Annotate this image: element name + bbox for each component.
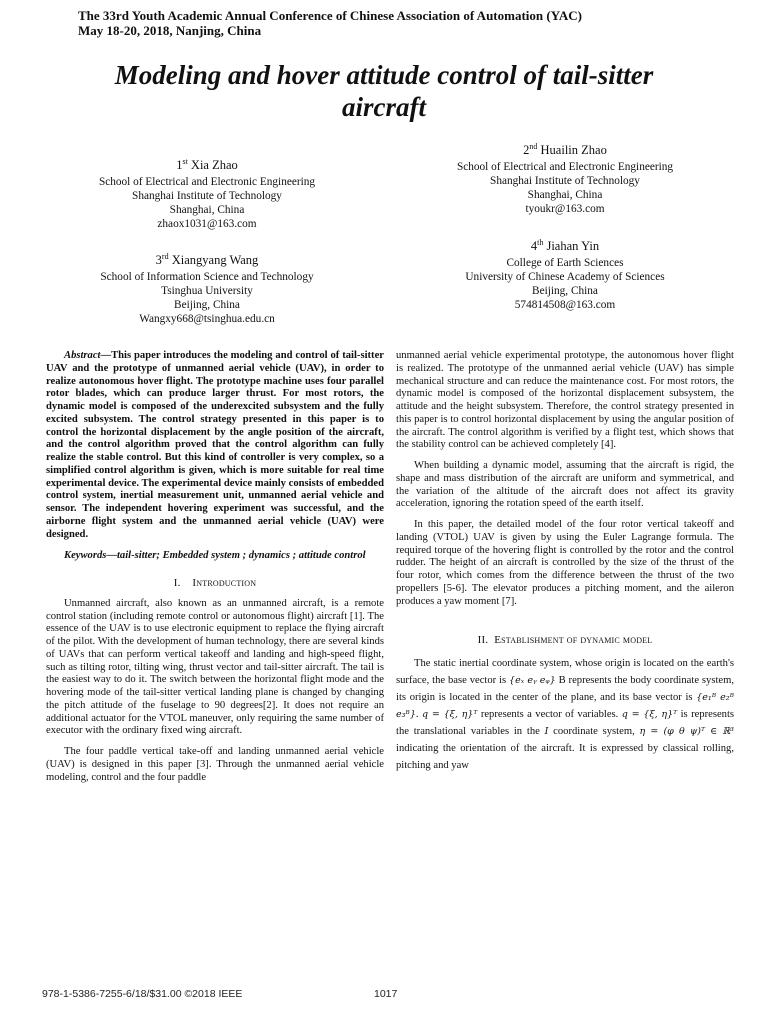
author-name: Xiangyang Wang xyxy=(171,253,259,268)
right-column xyxy=(396,350,734,774)
author-affiliation: School of Electrical and Electronic Engineering xyxy=(456,161,674,174)
author-location: Shanghai, China xyxy=(169,204,245,217)
model-paragraph: The static inertial coordinate system, whose origin is located on the earth's surface, the base vector is {eₓ eᵧ eᵩ} B represents the body coordinate system, its origin is located in the center of the plane, and its base vector is {e₁ᴮ e₂ᴮ e₃ᴮ}. q = {ξ, η}ᵀ represents a vector of variables. q = {ξ, η}ᵀ is represents the translational variables in the I coordinate system, η = (φ θ ψ)ᵀ ∈ ℝ³ indicating the orientation of the aircraft. It is expressed by classical rolling, pitching and yaw xyxy=(396,658,735,771)
keywords-text: —tail-sitter; Embedded system ; dynamics ; attitude control xyxy=(106,550,366,562)
abstract xyxy=(46,350,384,541)
eta-formula: η = (φ θ ψ)ᵀ ∈ ℝ³ xyxy=(639,726,734,737)
author-affiliation: School of Electrical and Electronic Engineering xyxy=(98,176,316,189)
base-vector-formula: {eₓ eᵧ eᵩ} xyxy=(509,675,556,686)
q-formula-2: q = {ξ, η}ᵀ xyxy=(621,709,678,720)
footer-isbn: 978-1-5386-7255-6/18/$31.00 ©2018 IEEE xyxy=(42,988,243,1000)
author-email: 574814508@163.com xyxy=(514,299,616,312)
author-institution: Shanghai Institute of Technology xyxy=(490,175,640,188)
author-institution: University of Chinese Academy of Sciences xyxy=(465,271,665,284)
conference-header xyxy=(78,8,582,38)
paper-title xyxy=(40,59,728,123)
author-email: zhaox1031@163.com xyxy=(157,218,257,231)
author-name: Jiahan Yin xyxy=(546,239,600,254)
title-line-2: aircraft xyxy=(342,92,426,122)
author-block-1: 1st Xia Zhao School of Electrical and Electronic Engineering Shanghai Institute of Technology Shanghai, China zhaox1031@163.com xyxy=(80,155,334,231)
author-location: Beijing, China xyxy=(532,285,598,298)
body-paragraph: The four paddle vertical take-off and landing unmanned aerial vehicle (UAV) is designed in this paper [3]. Through the unmanned aerial vehicle modeling, control and the four paddle xyxy=(46,746,384,783)
author-name: Huailin Zhao xyxy=(540,143,607,158)
title-line-1: Modeling and hover attitude control of tail-sitter xyxy=(114,60,654,90)
author-affiliation: College of Earth Sciences xyxy=(506,257,624,270)
body-paragraph: unmanned aerial vehicle experimental prototype, the autonomous hover flight is realized. The prototype of the unmanned aerial vehicle (UAV) has simple mechanical structure and can reduce the maintenance cost. For most rotors, the dynamic model is composed of the horizontal displacement subsystem, the attitude and the height subsystem. Therefore, the control strategy presented in this paper is to control horizontal displacement by using the angular position of the aircraft. The control algorithm is verified by a flight test, which shows that the stability control can be achieved completely [4]. xyxy=(396,350,734,451)
q-formula: q = {ξ, η}ᵀ xyxy=(421,709,478,720)
section-heading-model: II. Establishment of dynamic model xyxy=(477,634,653,647)
author-block-4: 4th Jiahan Yin College of Earth Sciences University of Chinese Academy of Sciences Beijing, China 574814508@163.com xyxy=(430,236,700,312)
body-paragraph: Unmanned aircraft, also known as an unmanned aircraft, is a remote control station (including remote control or autonomous flight) aircraft [1]. The essence of the UAV is to use electronic equipment to replace the flying aircraft of the pilot. With the development of human technology, there are several kinds of UAVs that can perform vertical takeoff and landing and high-speed flight, such as tilting rotor, tilting wing, thrust vector and tail-sitter aircraft. The tail is the easiest way to do it. The switch between the horizontal flight mode and the hovering mode of the tail-sitter vertical landing plane is changed by changing the pitch attitude of the fuselage to 90 degrees[2]. It does not require an additional actuator for the VTOL maneuver, only requiring the same number of executor with the ordinary fixed wing aircraft. xyxy=(46,597,384,737)
keywords xyxy=(46,550,384,563)
author-block-3: 3rd Xiangyang Wang School of Information Science and Technology Tsinghua University Beijing, China Wangxy668@tsinghua.edu.cn xyxy=(80,250,334,326)
conference-name: The 33rd Youth Academic Annual Conference of Chinese Association of Automation (YAC) xyxy=(78,8,583,23)
body-paragraph: When building a dynamic model, assuming that the aircraft is rigid, the shape and mass distribution of the aircraft are uniform and symmetrical, and the variation of the altitude of the aircraft does not affect its gravity acceleration, ignoring the rotation speed of the earth itself. xyxy=(396,460,734,510)
keywords-label: Keywords xyxy=(64,550,107,562)
abstract-text: —This paper introduces the modeling and control of tail-sitter UAV and the prototype of unmanned aerial vehicle (UAV), in order to realize autonomous hover flight. The prototype machine uses four parallel rotor blades, which can produce larger thrust. For most rotors, the dynamic model is composed of the underexcited subsystem and the fully excited subsystem. The control strategy presented in this paper is to control the horizontal displacement by the angle position of the aircraft, and the control algorithm proved that the control algorithm can fully realize the stable control. But this kind of controller is very complex, so a simplified control algorithm is given, which is more suitable for real time experimental device. The experimental device mainly consists of embedded control system, inertial measurement unit, unmanned aerial vehicle and sensor. The independent hovering experiment was successful, and the airborne flight system and the unmanned aerial vehicle (UAV) were designed. xyxy=(46,350,384,540)
author-name: Xia Zhao xyxy=(190,158,238,173)
conference-date: May 18-20, 2018, Nanjing, China xyxy=(78,23,262,38)
author-institution: Tsinghua University xyxy=(161,285,253,298)
author-affiliation: School of Information Science and Technology xyxy=(100,271,314,284)
body-vector-formula: {e₁ᴮ e₂ᴮ e₃ᴮ} xyxy=(396,692,734,720)
author-location: Beijing, China xyxy=(174,299,240,312)
author-block-2: 2nd Huailin Zhao School of Electrical and Electronic Engineering Shanghai Institute of Technology Shanghai, China tyoukr@163.com xyxy=(430,140,700,216)
author-email: Wangxy668@tsinghua.edu.cn xyxy=(139,313,275,326)
body-paragraph: In this paper, the detailed model of the four rotor vertical takeoff and landing (VTOL) UAV is given by using the Euler Lagrange formula. The required torque of the hovering flight is controlled by the rotor and the control rudder. The height of an aircraft is controlled by the size of the thrust of the four rotor, which comes from the difference between the thrust of the two propellers [5-6]. The elevator produces a pitching moment, and the aileron produces a yaw moment [7]. xyxy=(396,519,734,607)
section-heading-intro: I. Introduction xyxy=(173,577,257,589)
left-column xyxy=(46,350,384,784)
frame-symbol: I xyxy=(544,726,549,737)
author-location: Shanghai, China xyxy=(527,189,603,202)
abstract-label: Abstract xyxy=(64,350,101,361)
author-institution: Shanghai Institute of Technology xyxy=(132,190,282,203)
page-number: 1017 xyxy=(374,988,398,1000)
author-email: tyoukr@163.com xyxy=(525,203,605,216)
